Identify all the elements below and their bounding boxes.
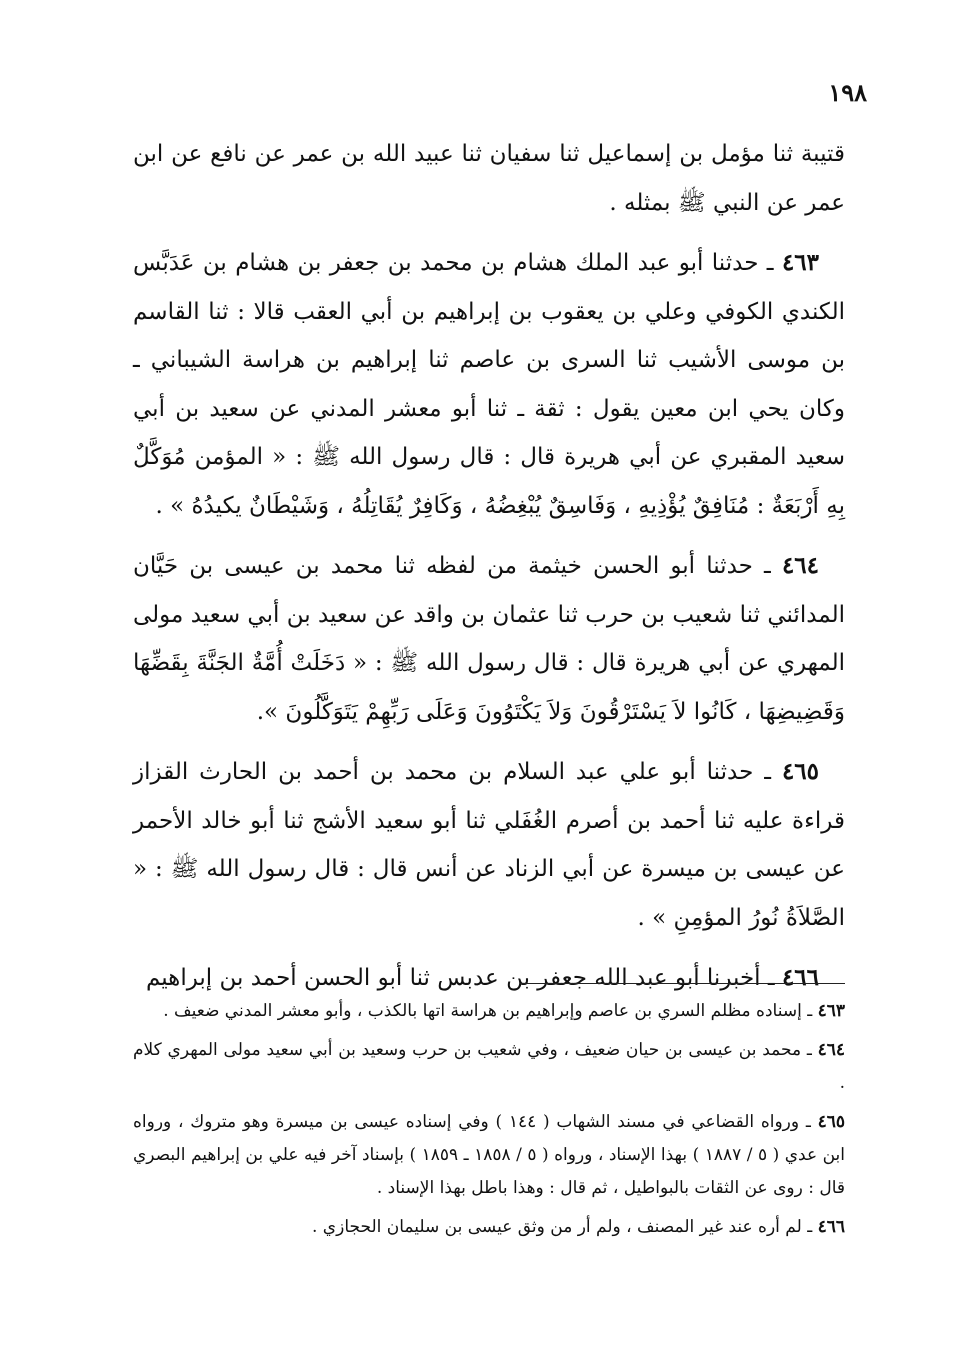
paragraph-continuation (133, 130, 845, 227)
paragraph-text: ـ حدثنا أبو الحسن خيثمة من لفظه ثنا محمد بن عيسى بن حَيَّان المدائني ثنا شعيب بن حرب ثنا عثمان بن واقد عن سعيد بن أبي سعيد مولى المهري عن أبي هريرة قال : قال رسول الله ﷺ : « دَخَلَتْ أُمَّةٌ الجَنَّةَ بِقَضِّهَا وَقَضِيضِهَا ، كَانُوا لاَ يَسْتَرْقُونَ وَلاَ يَكْتَوُونَ وَعَلَى رَبِّهِمْ يَتَوَكَّلُونَ ». (133, 553, 845, 725)
footnote-number: ٤٦٣ (817, 1001, 845, 1021)
main-text (133, 130, 845, 1003)
footnote-number: ٤٦٥ (817, 1112, 845, 1132)
paragraph-hadith-463 (133, 239, 845, 530)
footnote-divider (520, 983, 845, 984)
paragraph-hadith-465 (133, 748, 845, 942)
footnote-text: ـ محمد بن عيسى بن حيان ضعيف ، وفي شعيب بن حرب وسعيد بن أبي سعيد مولى المهري كلام . (133, 1040, 845, 1093)
hadith-number: ٤٦٦ (781, 964, 819, 991)
paragraph-text: ـ أخبرنا أبو عبد الله جعفر بن عدبس ثنا أبو الحسن أحمد بن إبراهيم (145, 965, 782, 991)
footnote-466 (133, 1211, 845, 1244)
page-number: ١٩٨ (828, 78, 867, 107)
paragraph-hadith-464 (133, 542, 845, 736)
paragraph-text: ـ حدثنا أبو عبد الملك هشام بن محمد بن جعفر بن هشام بن عَدَبَّس الكندي الكوفي وعلي بن يعقوب بن إبراهيم بن أبي العقب قالا : ثنا القاسم بن موسى الأشيب ثنا السرى بن عاصم ثنا إبراهيم بن هراسة الشيباني ـ وكان يحي ابن معين يقول : ثقة ـ ثنا أبو معشر المدني عن سعيد بن أبي سعيد المقبري عن أبي هريرة قال : قال رسول الله ﷺ : « المؤمن مُوَكَّلٌ بِهِ أَرْبَعَةٌ : مُنَافِقٌ يُؤْذِيهِ ، وَفَاسِقٌ يُبْغِضُهُ ، وَكَافِرٌ يُقَاتِلُهُ ، وَشَيْطَانٌ يكيدُهُ » . (133, 250, 845, 519)
footnote-463 (133, 995, 845, 1028)
hadith-number: ٤٦٤ (781, 552, 819, 579)
paragraph-text: قتيبة ثنا مؤمل بن إسماعيل ثنا سفيان ثنا عبيد الله بن عمر عن نافع عن ابن عمر عن النبي ﷺ بمثله . (133, 141, 845, 216)
footnote-text: ـ إسناده مظلم السري بن عاصم وإبراهيم بن هراسة اتها بالكذب ، وأبو معشر المدني ضعيف . (163, 1001, 818, 1021)
footnote-number: ٤٦٦ (817, 1217, 845, 1237)
footnote-465 (133, 1106, 845, 1205)
footnote-number: ٤٦٤ (817, 1040, 845, 1060)
footnote-464 (133, 1034, 845, 1100)
footnotes (133, 995, 845, 1244)
hadith-number: ٤٦٣ (781, 249, 819, 276)
hadith-number: ٤٦٥ (781, 758, 819, 785)
footnote-text: ـ لم أره عند غير المصنف ، ولم أر من وثق عيسى بن سليمان الحجازي . (312, 1217, 818, 1237)
footnote-text: ـ ورواه القضاعي في مسند الشهاب ( ١٤٤ ) وفي إسناده عيسى بن ميسرة وهو متروك ، ورواه ابن عدي ( ٥ / ١٨٨٧ ) بهذا الإسناد ، ورواه ( ٥ / ١٨٥٨ ـ ١٨٥٩ ) بإسناد آخر فيه علي بن إبراهيم البصري قال : روى عن الثقات بالبواطيل ، ثم قال : وهذا باطل بهذا الإسناد . (133, 1112, 845, 1198)
paragraph-text: ـ حدثنا أبو علي عبد السلام بن محمد بن أحمد بن الحارث القزاز قراءة عليه ثنا أحمد بن أصرم الغُفَلي ثنا أبو سعيد الأشج ثنا أبو خالد الأحمر عن عيسى بن ميسرة عن أبي الزناد عن أنس قال : قال رسول الله ﷺ : « الصَّلاَةُ نُورُ المؤمِنِ » . (133, 759, 845, 931)
